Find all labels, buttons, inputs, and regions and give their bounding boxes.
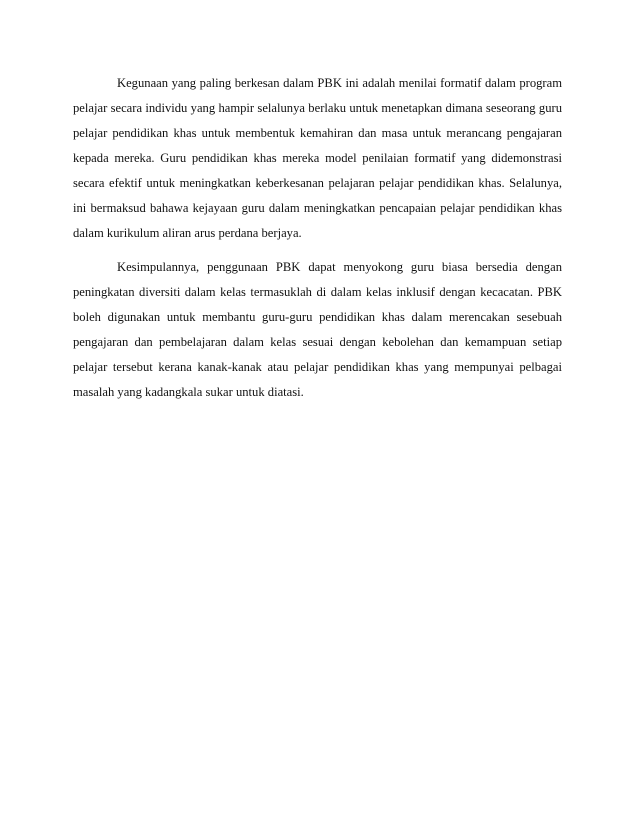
paragraph-formative-assessment: Kegunaan yang paling berkesan dalam PBK ini adalah menilai formatif dalam program pelajar secara individu yang hampir selalunya berlaku untuk menetapkan dimana seseorang guru pelajar pendidikan khas untuk membentuk kemahiran dan masa untuk merancang pengajaran kepada mereka. Guru pendidikan khas mereka model penilaian formatif yang didemonstrasi secara efektif untuk meningkatkan keberkesanan pelajaran pelajar pendidikan khas. Selalunya, ini bermaksud bahawa kejayaan guru dalam meningkatkan pencapaian pelajar pendidikan khas dalam kurikulum aliran arus perdana berjaya. <box>73 76 562 240</box>
paragraph-conclusion: Kesimpulannya, penggunaan PBK dapat menyokong guru biasa bersedia dengan peningkatan diversiti dalam kelas termasuklah di dalam kelas inklusif dengan kecacatan. PBK boleh digunakan untuk membantu guru-guru pendidikan khas dalam merencakan sesebuah pengajaran dan pembelajaran dalam kelas sesuai dengan kebolehan dan kemampuan setiap pelajar tersebut kerana kanak-kanak atau pelajar pendidikan khas yang mempunyai pelbagai masalah yang kadangkala sukar untuk diatasi. <box>73 260 562 399</box>
